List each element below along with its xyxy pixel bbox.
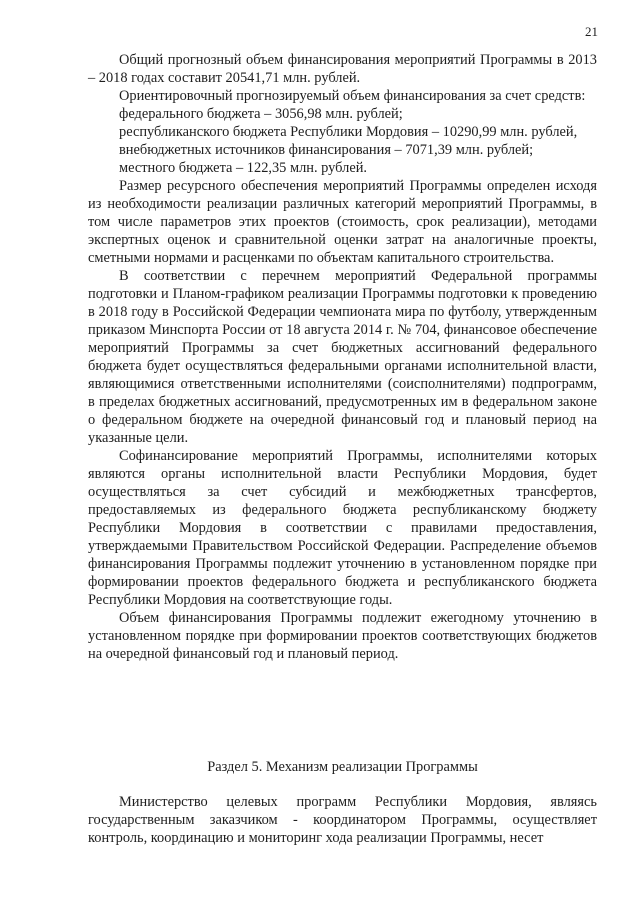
paragraph-annual-update: Объем финансирования Программы подлежит ежегодному уточнению в установленном порядке при формировании проектов соответствующих бюджетов на очередной финансовый год и плановый период. — [88, 610, 597, 662]
page-number: 21 — [585, 24, 598, 39]
list-item-extrabudgetary: внебюджетных источников финансирования – 7071,39 млн. рублей; — [119, 142, 534, 158]
paragraph-ministry: Министерство целевых программ Республики Мордовия, являясь государственным заказчиком - координатором Программы, осуществляет контроль, координацию и мониторинг хода реализации Программы, несет — [88, 794, 597, 846]
document-body — [88, 51, 597, 663]
list-item-federal-budget: федерального бюджета – 3056,98 млн. рублей; — [119, 106, 403, 122]
list-item-republic-budget: республиканского бюджета Республики Мордовия – 10290,99 млн. рублей, — [119, 124, 578, 140]
section-body — [88, 793, 597, 847]
paragraph-total-financing: Общий прогнозный объем финансирования мероприятий Программы в 2013 – 2018 годах составит 20541,71 млн. рублей. — [88, 52, 597, 86]
list-item-local-budget: местного бюджета – 122,35 млн. рублей. — [119, 160, 368, 176]
paragraph-resource-size: Размер ресурсного обеспечения мероприятий Программы определен исходя из необходимости реализации различных категорий мероприятий Программы, в том числе параметров этих проектов (стоимость, срок реализации), методами экспертных оценок и сравнительной оценки затрат на аналогичные проекты, сметными нормами и расценками по объектам капитального строительства. — [88, 178, 597, 266]
paragraph-cofinancing: Софинансирование мероприятий Программы, исполнителями которых являются органы исполнительной власти Республики Мордовия, будет осуществляться за счет субсидий и межбюджетных трансфертов, предоставляемых из федерального бюджета республиканскому бюджету Республики Мордовия в соответствии с правилами предоставления, утверждаемыми Правительством Российской Федерации. Распределение объемов финансирования Программы подлежит уточнению в установленном порядке при формировании проектов федерального бюджета и республиканского бюджета Республики Мордовия на соответствующие годы. — [88, 448, 597, 608]
paragraph-federal-program: В соответствии с перечнем мероприятий Федеральной программы подготовки и Планом-графиком реализации Программы подготовки к проведению в 2018 году в Российской Федерации чемпионата мира по футболу, утвержденным приказом Минспорта России от 18 августа 2014 г. № 704, финансовое обеспечение мероприятий Программы за счет бюджетных ассигнований федерального бюджета будет осуществляться федеральными органами исполнительной власти, являющимися ответственными исполнителями (соисполнителями) подпрограмм, в пределах бюджетных ассигнований, предусмотренных им в федеральном законе о федеральном бюджете на очередной финансовый год и плановый период на указанные цели. — [88, 268, 597, 446]
paragraph-funding-sources-intro: Ориентировочный прогнозируемый объем финансирования за счет средств: — [119, 88, 586, 104]
section-title: Раздел 5. Механизм реализации Программы — [207, 759, 478, 775]
